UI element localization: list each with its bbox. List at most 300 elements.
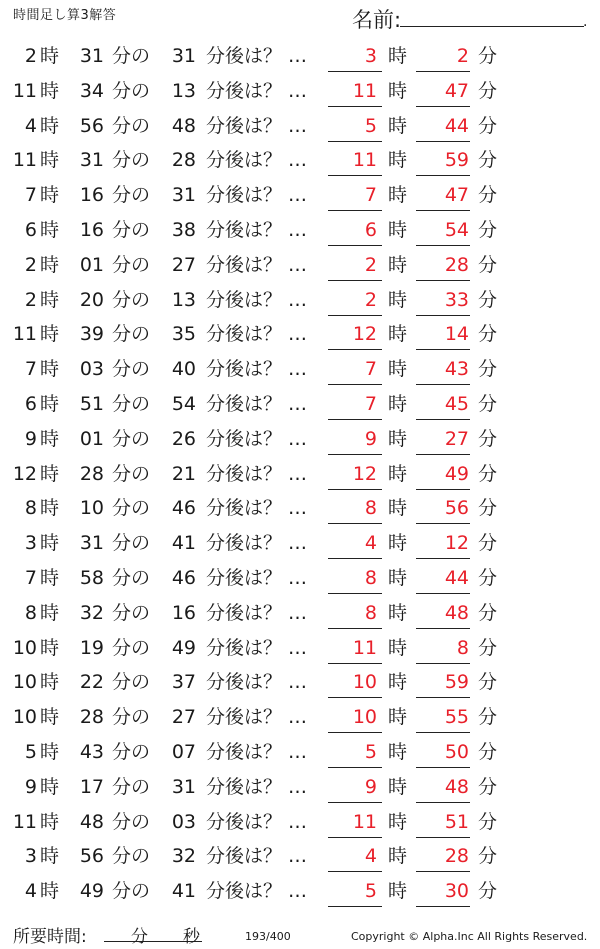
answer-hour-label: 時 bbox=[388, 706, 408, 729]
minute-of-label: 分の bbox=[112, 323, 151, 346]
answer-hour-label: 時 bbox=[388, 45, 408, 67]
answer-minute-label: 分 bbox=[478, 671, 498, 694]
after-label: 分後は？ … bbox=[206, 810, 308, 833]
answer-hour: 10 bbox=[352, 671, 377, 694]
answer-hour: 8 bbox=[364, 566, 377, 589]
answer-minute-label: 分 bbox=[478, 497, 498, 520]
answer-hour-line bbox=[328, 71, 382, 72]
answer-minute: 55 bbox=[444, 706, 469, 729]
answer-hour-line bbox=[328, 593, 382, 594]
minute-of-label: 分の bbox=[112, 45, 151, 67]
answer-minute: 33 bbox=[444, 288, 469, 311]
answer-minute-line bbox=[416, 628, 470, 629]
answer-minute: 56 bbox=[444, 497, 469, 520]
problem-row bbox=[0, 352, 600, 387]
problem-row bbox=[0, 735, 600, 770]
problem-row bbox=[0, 74, 600, 109]
answer-minute-line bbox=[416, 837, 470, 838]
hour-label: 時 bbox=[40, 566, 60, 589]
minute-of-label: 分の bbox=[112, 427, 151, 450]
after-label: 分後は？ … bbox=[206, 114, 308, 137]
answer-hour-line bbox=[328, 628, 382, 629]
problem-row bbox=[0, 109, 600, 144]
answer-minute: 50 bbox=[444, 740, 469, 763]
answer-minute-line bbox=[416, 384, 470, 385]
answer-hour-line bbox=[328, 558, 382, 559]
added-minutes: 16 bbox=[171, 601, 196, 624]
start-hour: 7 bbox=[24, 358, 37, 381]
answer-minute-line bbox=[416, 802, 470, 803]
start-hour: 11 bbox=[12, 810, 37, 833]
answer-hour-line bbox=[328, 419, 382, 420]
minute-of-label: 分の bbox=[112, 845, 151, 868]
answer-minute-line bbox=[416, 732, 470, 733]
answer-hour-label: 時 bbox=[388, 218, 408, 241]
answer-hour-label: 時 bbox=[388, 358, 408, 381]
start-minute: 51 bbox=[79, 392, 104, 415]
page-number: 193/400 bbox=[245, 930, 291, 943]
answer-minute-label: 分 bbox=[478, 149, 498, 172]
problem-row bbox=[0, 422, 600, 457]
minute-of-label: 分の bbox=[112, 149, 151, 172]
start-hour: 10 bbox=[12, 671, 37, 694]
start-hour: 12 bbox=[12, 462, 37, 485]
answer-hour: 4 bbox=[364, 532, 377, 555]
start-hour: 2 bbox=[24, 288, 37, 311]
answer-hour-label: 時 bbox=[388, 497, 408, 520]
answer-minute-label: 分 bbox=[478, 740, 498, 763]
after-label: 分後は？ … bbox=[206, 532, 308, 555]
minute-of-label: 分の bbox=[112, 218, 151, 241]
minute-of-label: 分の bbox=[112, 601, 151, 624]
answer-minute-label: 分 bbox=[478, 566, 498, 589]
answer-hour-label: 時 bbox=[388, 532, 408, 555]
answer-minute-line bbox=[416, 245, 470, 246]
hour-label: 時 bbox=[40, 671, 60, 694]
answer-minute-label: 分 bbox=[478, 462, 498, 485]
start-hour: 2 bbox=[24, 45, 37, 67]
answer-minute-label: 分 bbox=[478, 845, 498, 868]
minute-of-label: 分の bbox=[112, 566, 151, 589]
answer-minute: 44 bbox=[444, 114, 469, 137]
answer-minute: 59 bbox=[444, 671, 469, 694]
problem-row bbox=[0, 770, 600, 805]
answer-hour: 12 bbox=[352, 323, 377, 346]
answer-hour: 7 bbox=[364, 392, 377, 415]
answer-minute-line bbox=[416, 767, 470, 768]
hour-label: 時 bbox=[40, 218, 60, 241]
answer-hour-line bbox=[328, 384, 382, 385]
added-minutes: 37 bbox=[171, 671, 196, 694]
minute-of-label: 分の bbox=[112, 288, 151, 311]
answer-hour-label: 時 bbox=[388, 323, 408, 346]
answer-hour-line bbox=[328, 489, 382, 490]
start-hour: 3 bbox=[24, 845, 37, 868]
answer-hour-line bbox=[328, 732, 382, 733]
answer-minute: 28 bbox=[444, 845, 469, 868]
after-label: 分後は？ … bbox=[206, 462, 308, 485]
name-line-end: . bbox=[583, 14, 588, 30]
answer-minute: 49 bbox=[444, 462, 469, 485]
answer-minute-line bbox=[416, 523, 470, 524]
answer-hour-label: 時 bbox=[388, 79, 408, 102]
answer-minute: 48 bbox=[444, 775, 469, 798]
problem-row bbox=[0, 700, 600, 735]
answer-hour-label: 時 bbox=[388, 427, 408, 450]
added-minutes: 28 bbox=[171, 149, 196, 172]
answer-minute: 45 bbox=[444, 392, 469, 415]
problem-row bbox=[0, 143, 600, 178]
problem-row bbox=[0, 457, 600, 492]
start-minute: 01 bbox=[79, 427, 104, 450]
added-minutes: 21 bbox=[171, 462, 196, 485]
start-minute: 31 bbox=[79, 45, 104, 67]
answer-hour: 8 bbox=[364, 497, 377, 520]
answer-minute-line bbox=[416, 315, 470, 316]
added-minutes: 38 bbox=[171, 218, 196, 241]
start-minute: 39 bbox=[79, 323, 104, 346]
answer-hour-line bbox=[328, 315, 382, 316]
answer-minute-label: 分 bbox=[478, 79, 498, 102]
added-minutes: 32 bbox=[171, 845, 196, 868]
answer-hour: 7 bbox=[364, 358, 377, 381]
hour-label: 時 bbox=[40, 845, 60, 868]
hour-label: 時 bbox=[40, 323, 60, 346]
problem-row bbox=[0, 526, 600, 561]
answer-hour-label: 時 bbox=[388, 636, 408, 659]
copyright-notice: Copyright © Alpha.Inc All Rights Reserved. bbox=[351, 930, 588, 943]
after-label: 分後は？ … bbox=[206, 149, 308, 172]
answer-hour: 10 bbox=[352, 706, 377, 729]
hour-label: 時 bbox=[40, 79, 60, 102]
problem-row bbox=[0, 387, 600, 422]
hour-label: 時 bbox=[40, 358, 60, 381]
start-hour: 3 bbox=[24, 532, 37, 555]
answer-minute: 51 bbox=[444, 810, 469, 833]
hour-label: 時 bbox=[40, 636, 60, 659]
answer-hour-label: 時 bbox=[388, 566, 408, 589]
added-minutes: 03 bbox=[171, 810, 196, 833]
added-minutes: 46 bbox=[171, 566, 196, 589]
answer-hour: 2 bbox=[364, 253, 377, 276]
worksheet-title: 時間足し算3解答 bbox=[13, 8, 117, 23]
start-hour: 4 bbox=[24, 114, 37, 137]
hour-label: 時 bbox=[40, 775, 60, 798]
start-minute: 49 bbox=[79, 880, 104, 903]
after-label: 分後は？ … bbox=[206, 427, 308, 450]
answer-minute: 28 bbox=[444, 253, 469, 276]
answer-hour-line bbox=[328, 106, 382, 107]
answer-hour-label: 時 bbox=[388, 601, 408, 624]
minute-of-label: 分の bbox=[112, 671, 151, 694]
minute-of-label: 分の bbox=[112, 497, 151, 520]
answer-hour-line bbox=[328, 349, 382, 350]
start-hour: 11 bbox=[12, 323, 37, 346]
answer-minute: 54 bbox=[444, 218, 469, 241]
answer-hour-line bbox=[328, 210, 382, 211]
minute-of-label: 分の bbox=[112, 253, 151, 276]
after-label: 分後は？ … bbox=[206, 880, 308, 903]
answer-hour: 4 bbox=[364, 845, 377, 868]
added-minutes: 27 bbox=[171, 253, 196, 276]
start-hour: 7 bbox=[24, 566, 37, 589]
minute-of-label: 分の bbox=[112, 706, 151, 729]
minute-of-label: 分の bbox=[112, 636, 151, 659]
answer-hour: 5 bbox=[364, 114, 377, 137]
minute-of-label: 分の bbox=[112, 532, 151, 555]
added-minutes: 35 bbox=[171, 323, 196, 346]
answer-minute-line bbox=[416, 210, 470, 211]
answer-minute: 2 bbox=[456, 45, 469, 67]
start-minute: 31 bbox=[79, 532, 104, 555]
hour-label: 時 bbox=[40, 706, 60, 729]
answer-hour-label: 時 bbox=[388, 288, 408, 311]
problem-row bbox=[0, 805, 600, 840]
start-minute: 32 bbox=[79, 601, 104, 624]
answer-minute-line bbox=[416, 349, 470, 350]
added-minutes: 26 bbox=[171, 427, 196, 450]
answer-minute-line bbox=[416, 419, 470, 420]
answer-hour-line bbox=[328, 175, 382, 176]
hour-label: 時 bbox=[40, 184, 60, 207]
minute-of-label: 分の bbox=[112, 880, 151, 903]
answer-hour: 8 bbox=[364, 601, 377, 624]
after-label: 分後は？ … bbox=[206, 358, 308, 381]
answer-hour-line bbox=[328, 523, 382, 524]
answer-hour: 11 bbox=[352, 636, 377, 659]
hour-label: 時 bbox=[40, 497, 60, 520]
answer-minute-label: 分 bbox=[478, 636, 498, 659]
answer-hour-label: 時 bbox=[388, 671, 408, 694]
hour-label: 時 bbox=[40, 532, 60, 555]
answer-minute-label: 分 bbox=[478, 323, 498, 346]
hour-label: 時 bbox=[40, 427, 60, 450]
problem-list bbox=[0, 39, 600, 909]
answer-minute-label: 分 bbox=[478, 706, 498, 729]
answer-minute-line bbox=[416, 906, 470, 907]
elapsed-seconds-label: 秒 bbox=[183, 927, 200, 947]
problem-row bbox=[0, 283, 600, 318]
answer-hour-line bbox=[328, 837, 382, 838]
name-label: 名前: bbox=[352, 8, 402, 32]
problem-row bbox=[0, 248, 600, 283]
minute-of-label: 分の bbox=[112, 810, 151, 833]
answer-minute-line bbox=[416, 558, 470, 559]
hour-label: 時 bbox=[40, 810, 60, 833]
answer-hour-line bbox=[328, 280, 382, 281]
after-label: 分後は？ … bbox=[206, 79, 308, 102]
start-hour: 9 bbox=[24, 775, 37, 798]
answer-hour: 5 bbox=[364, 740, 377, 763]
answer-minute: 8 bbox=[456, 636, 469, 659]
after-label: 分後は？ … bbox=[206, 636, 308, 659]
answer-minute-line bbox=[416, 871, 470, 872]
start-hour: 4 bbox=[24, 880, 37, 903]
start-minute: 48 bbox=[79, 810, 104, 833]
hour-label: 時 bbox=[40, 149, 60, 172]
answer-hour-line bbox=[328, 906, 382, 907]
answer-minute-label: 分 bbox=[478, 532, 498, 555]
start-minute: 19 bbox=[79, 636, 104, 659]
added-minutes: 41 bbox=[171, 532, 196, 555]
added-minutes: 40 bbox=[171, 358, 196, 381]
after-label: 分後は？ … bbox=[206, 218, 308, 241]
start-hour: 6 bbox=[24, 392, 37, 415]
problem-row bbox=[0, 874, 600, 909]
answer-minute-line bbox=[416, 106, 470, 107]
after-label: 分後は？ … bbox=[206, 740, 308, 763]
answer-minute-line bbox=[416, 71, 470, 72]
hour-label: 時 bbox=[40, 462, 60, 485]
answer-hour-line bbox=[328, 141, 382, 142]
added-minutes: 31 bbox=[171, 45, 196, 67]
answer-hour: 11 bbox=[352, 810, 377, 833]
answer-minute-label: 分 bbox=[478, 288, 498, 311]
start-minute: 56 bbox=[79, 114, 104, 137]
answer-minute-label: 分 bbox=[478, 775, 498, 798]
name-input-line[interactable] bbox=[400, 26, 584, 27]
start-hour: 2 bbox=[24, 253, 37, 276]
start-minute: 43 bbox=[79, 740, 104, 763]
answer-hour: 6 bbox=[364, 218, 377, 241]
answer-hour: 9 bbox=[364, 775, 377, 798]
start-minute: 16 bbox=[79, 184, 104, 207]
after-label: 分後は？ … bbox=[206, 392, 308, 415]
answer-hour-label: 時 bbox=[388, 184, 408, 207]
start-hour: 5 bbox=[24, 740, 37, 763]
minute-of-label: 分の bbox=[112, 740, 151, 763]
start-hour: 8 bbox=[24, 497, 37, 520]
added-minutes: 46 bbox=[171, 497, 196, 520]
minute-of-label: 分の bbox=[112, 184, 151, 207]
added-minutes: 07 bbox=[171, 740, 196, 763]
start-minute: 56 bbox=[79, 845, 104, 868]
start-hour: 8 bbox=[24, 601, 37, 624]
start-minute: 58 bbox=[79, 566, 104, 589]
after-label: 分後は？ … bbox=[206, 601, 308, 624]
answer-hour: 7 bbox=[364, 184, 377, 207]
answer-hour-label: 時 bbox=[388, 114, 408, 137]
answer-minute-label: 分 bbox=[478, 358, 498, 381]
after-label: 分後は？ … bbox=[206, 253, 308, 276]
answer-minute: 14 bbox=[444, 323, 469, 346]
added-minutes: 48 bbox=[171, 114, 196, 137]
answer-minute: 48 bbox=[444, 601, 469, 624]
answer-hour: 9 bbox=[364, 427, 377, 450]
problem-row bbox=[0, 317, 600, 352]
answer-hour-line bbox=[328, 454, 382, 455]
added-minutes: 13 bbox=[171, 79, 196, 102]
answer-hour-label: 時 bbox=[388, 149, 408, 172]
answer-hour-line bbox=[328, 697, 382, 698]
problem-row bbox=[0, 596, 600, 631]
start-hour: 7 bbox=[24, 184, 37, 207]
after-label: 分後は？ … bbox=[206, 45, 308, 67]
hour-label: 時 bbox=[40, 45, 60, 67]
minute-of-label: 分の bbox=[112, 392, 151, 415]
answer-hour: 3 bbox=[364, 45, 377, 67]
answer-hour-line bbox=[328, 871, 382, 872]
after-label: 分後は？ … bbox=[206, 288, 308, 311]
hour-label: 時 bbox=[40, 114, 60, 137]
problem-row bbox=[0, 631, 600, 666]
answer-minute-line bbox=[416, 663, 470, 664]
start-hour: 11 bbox=[12, 79, 37, 102]
answer-hour-label: 時 bbox=[388, 462, 408, 485]
problem-row bbox=[0, 178, 600, 213]
answer-minute: 43 bbox=[444, 358, 469, 381]
answer-minute-label: 分 bbox=[478, 184, 498, 207]
after-label: 分後は？ … bbox=[206, 775, 308, 798]
after-label: 分後は？ … bbox=[206, 497, 308, 520]
hour-label: 時 bbox=[40, 880, 60, 903]
start-hour: 6 bbox=[24, 218, 37, 241]
start-minute: 16 bbox=[79, 218, 104, 241]
answer-minute-label: 分 bbox=[478, 253, 498, 276]
minute-of-label: 分の bbox=[112, 358, 151, 381]
answer-minute-line bbox=[416, 141, 470, 142]
start-minute: 03 bbox=[79, 358, 104, 381]
problem-row bbox=[0, 561, 600, 596]
answer-minute: 12 bbox=[444, 532, 469, 555]
hour-label: 時 bbox=[40, 253, 60, 276]
answer-minute: 59 bbox=[444, 149, 469, 172]
answer-minute-line bbox=[416, 454, 470, 455]
answer-minute-label: 分 bbox=[478, 880, 498, 903]
answer-hour: 11 bbox=[352, 79, 377, 102]
answer-minute-label: 分 bbox=[478, 45, 498, 67]
answer-minute: 27 bbox=[444, 427, 469, 450]
hour-label: 時 bbox=[40, 740, 60, 763]
start-minute: 17 bbox=[79, 775, 104, 798]
start-minute: 28 bbox=[79, 706, 104, 729]
answer-hour-label: 時 bbox=[388, 740, 408, 763]
added-minutes: 31 bbox=[171, 775, 196, 798]
start-minute: 10 bbox=[79, 497, 104, 520]
answer-hour-label: 時 bbox=[388, 810, 408, 833]
answer-hour: 11 bbox=[352, 149, 377, 172]
answer-hour: 5 bbox=[364, 880, 377, 903]
start-minute: 20 bbox=[79, 288, 104, 311]
answer-minute-line bbox=[416, 697, 470, 698]
answer-hour: 2 bbox=[364, 288, 377, 311]
answer-hour-line bbox=[328, 663, 382, 664]
answer-minute: 47 bbox=[444, 79, 469, 102]
answer-minute-line bbox=[416, 175, 470, 176]
hour-label: 時 bbox=[40, 288, 60, 311]
answer-minute-label: 分 bbox=[478, 810, 498, 833]
answer-hour-line bbox=[328, 245, 382, 246]
start-hour: 9 bbox=[24, 427, 37, 450]
problem-row bbox=[0, 39, 600, 74]
minute-of-label: 分の bbox=[112, 79, 151, 102]
added-minutes: 13 bbox=[171, 288, 196, 311]
problem-row bbox=[0, 839, 600, 874]
answer-minute: 44 bbox=[444, 566, 469, 589]
answer-minute-line bbox=[416, 593, 470, 594]
answer-minute-line bbox=[416, 489, 470, 490]
problem-row bbox=[0, 213, 600, 248]
elapsed-time-label: 所要時間: bbox=[13, 927, 87, 947]
start-minute: 31 bbox=[79, 149, 104, 172]
added-minutes: 27 bbox=[171, 706, 196, 729]
added-minutes: 54 bbox=[171, 392, 196, 415]
answer-minute-line bbox=[416, 280, 470, 281]
answer-minute-label: 分 bbox=[478, 114, 498, 137]
start-hour: 10 bbox=[12, 706, 37, 729]
minute-of-label: 分の bbox=[112, 775, 151, 798]
after-label: 分後は？ … bbox=[206, 566, 308, 589]
